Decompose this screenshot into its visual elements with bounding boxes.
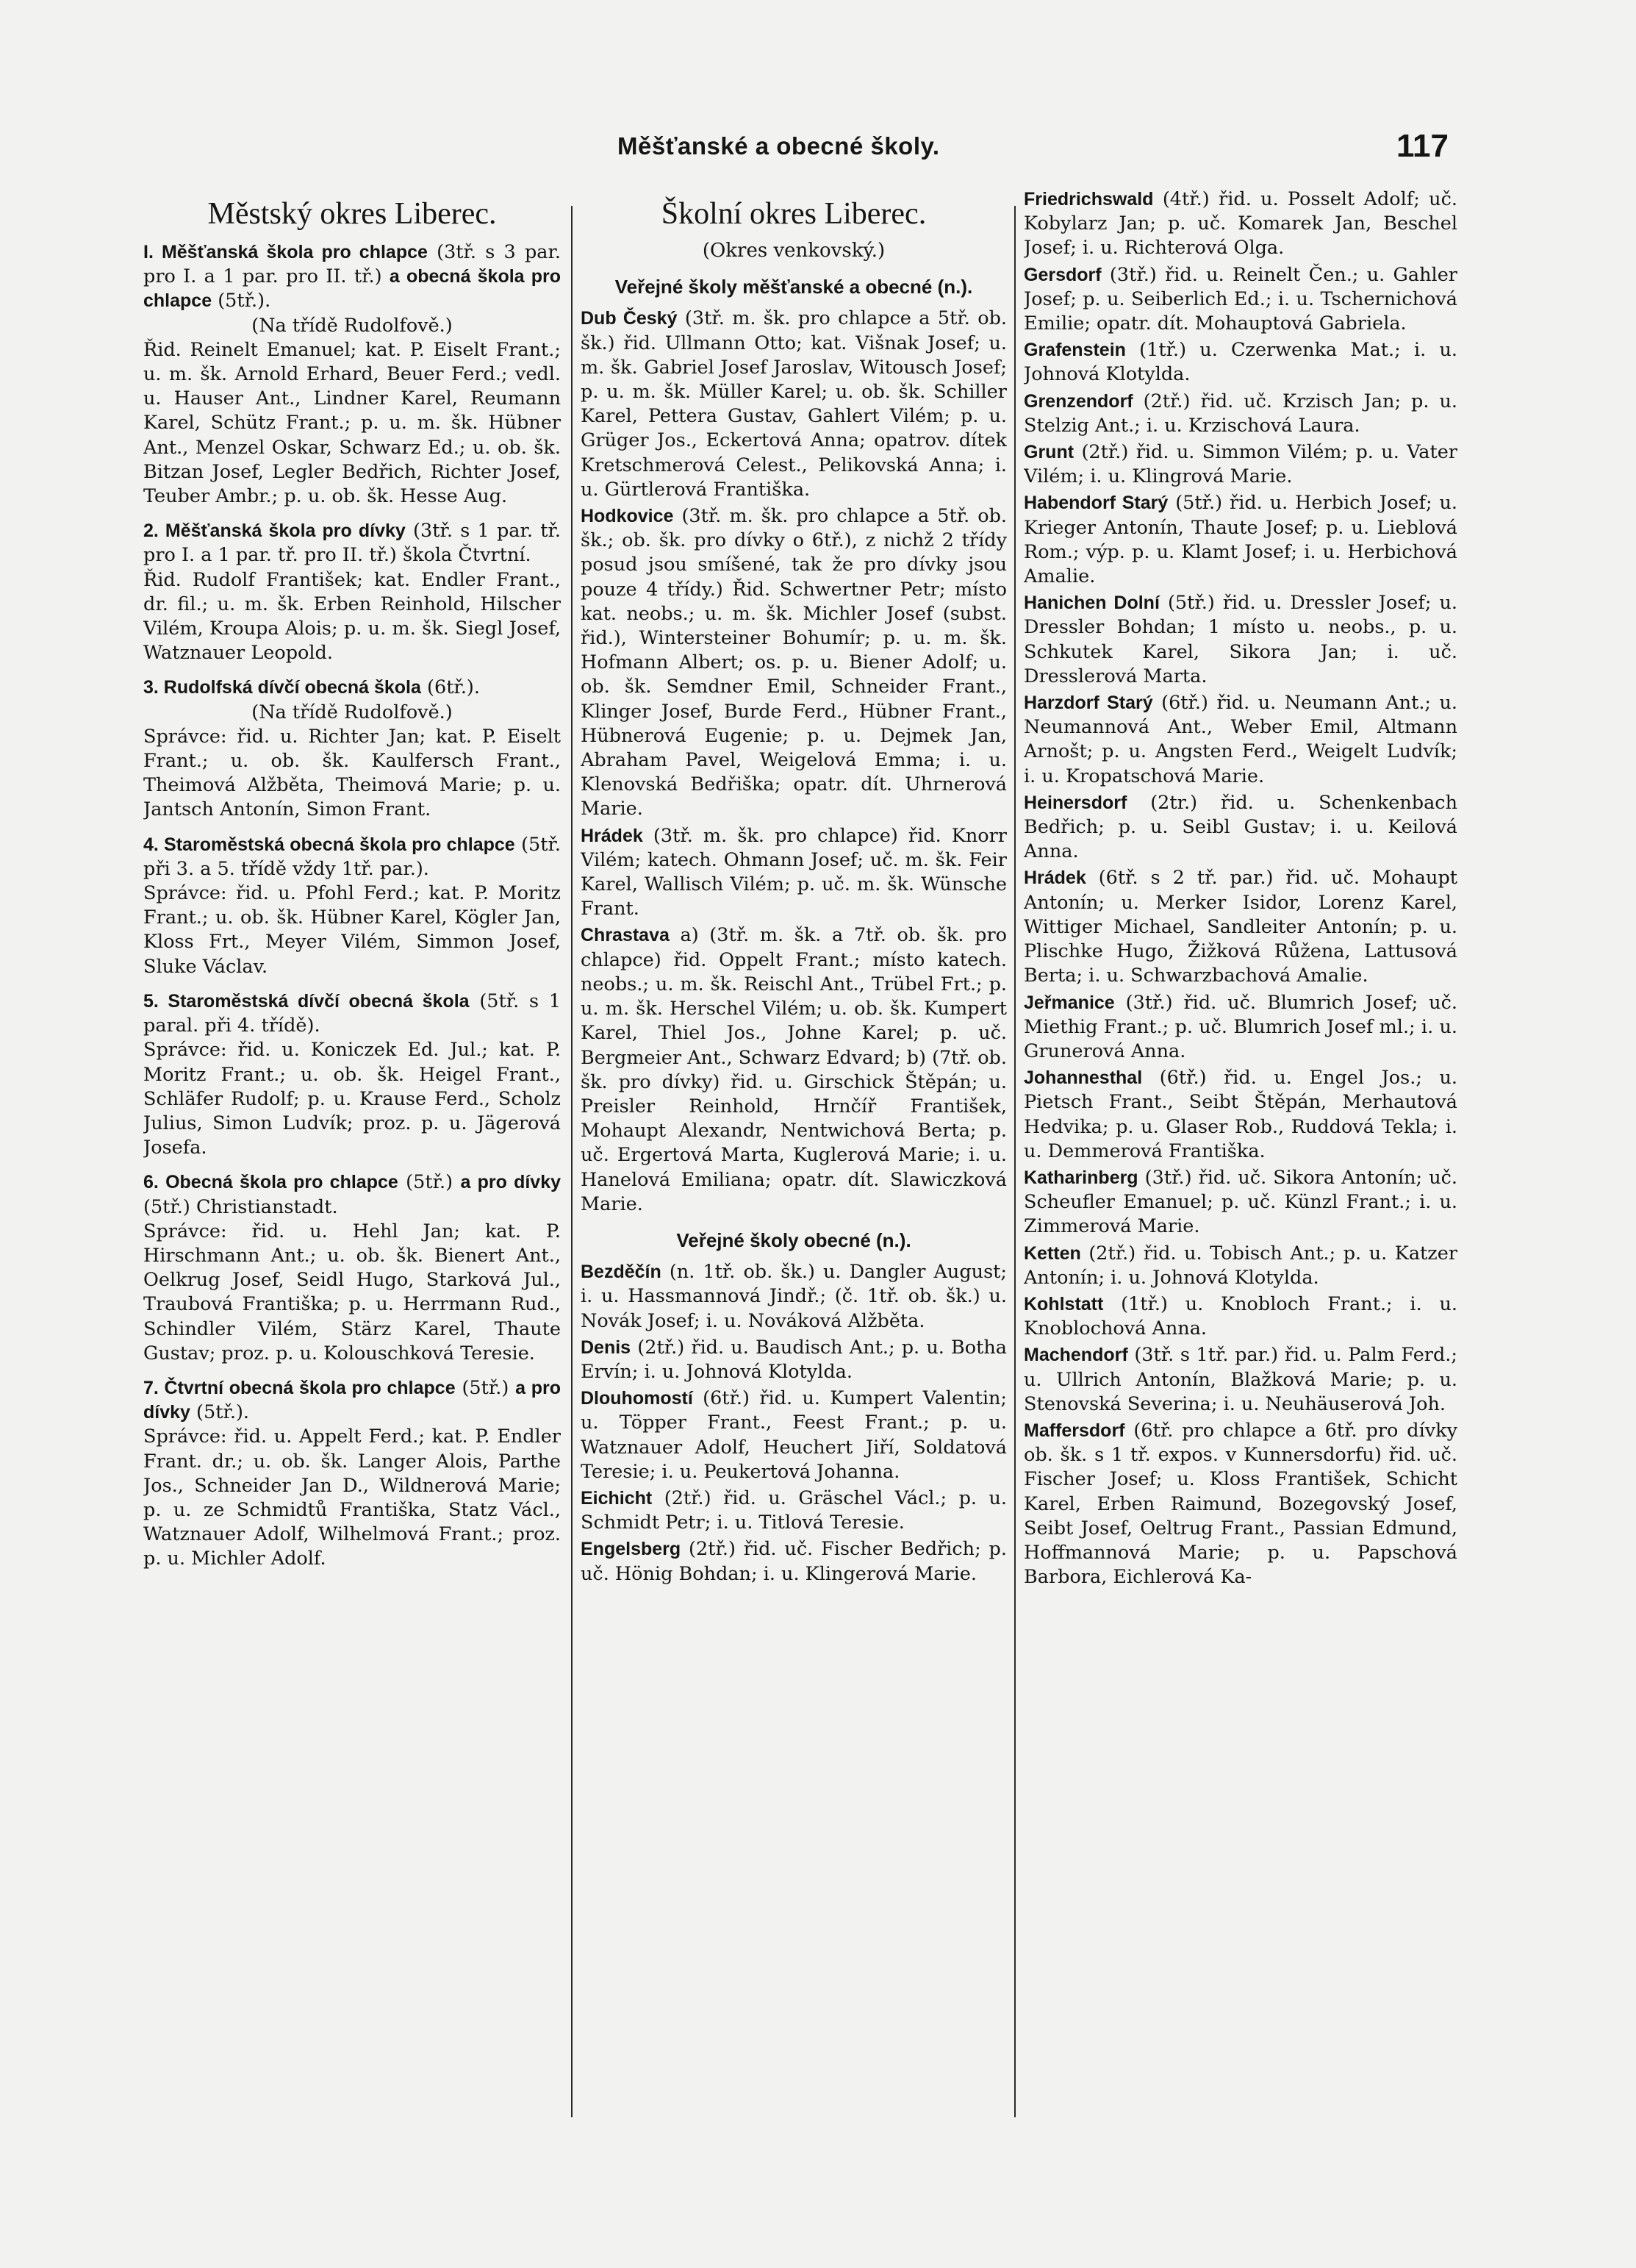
page-number: 117 [1396,128,1449,164]
list-item [1024,187,1457,261]
column-1 [143,187,561,2202]
place-name: Dub Český [581,308,678,329]
section-heading: Veřejné školy měšťanské a obecné (n.). [614,276,973,298]
entry-text: (3tř. m. šk. pro chlapce a 5tř. ob. šk.) řid. Ullmann Otto; kat. Višnak Josef; u. m. šk. Gabriel Josef Jaroslav, Witousch Josef; p. u. m. šk. Müller Karel; u. ob. šk. Schiller Karel, Pettera Gustav, Gahlert Vilém; p. u. Grüger Jos., Eckertová Anna; opatrov. dítek Kretschmerová Celest., Pelikovská Anna; i. u. Gürtlerová Františka. [581,307,1007,501]
school-detail: (5tř.) [462,1376,509,1399]
entry-text: (3tř. m. šk. pro chlapce a 5tř. ob. šk.; ob. šk. pro dívky o 6tř.), z nichž 2 třídy posud jsou smíšené, tak že pro dívky jsou pouze 4 třídy.) Řid. Schwertner Petr; místo kat. neobs.; u. m. šk. Michler Josef (subst. řid.), Wintersteiner Bohumír; p. u. m. šk. Hofmann Albert; os. p. u. Biener Adolf; u. ob. šk. Semdner Emil, Schneider Frant., Klinger Josef, Burde Ferd., Hübner Frant., Hübnerová Eugenie; p. u. Dejmek Jan, Abraham Pavel, Weigelová Emma; i. u. Klenovská Bedřiška; opatr. dít. Uhrnerová Marie. [581,505,1007,820]
entry-text: (6tř. s 2 tř. par.) řid. uč. Mohaupt Antonín; u. Merker Isidor, Lorenz Karel, Wittiger Michael, Sandleiter Antonín; p. u. Plischke Hugo, Žižková Růžena, Lattusová Berta; i. u. Schwarzbachová Amalie. [1024,867,1457,987]
school-title [143,240,561,338]
list-item [1024,1343,1457,1417]
place-name: Friedrichswald [1024,189,1154,210]
column-heading: Městský okres Liberec. [207,197,497,231]
entry-text: (3tř. s 1tř. par.) řid. u. Palm Ferd.; u. Ullrich Antonín, Blažková Marie; p. u. Stenovská Severina; i. u. Neuhäuserová Joh. [1024,1344,1457,1415]
school-note: (Na třídě Rudolfově.) [251,314,453,337]
list-item [1024,991,1457,1065]
school-name: 7. Čtvrtní obecná škola pro chlapce [143,1377,456,1398]
entry-text: (3tř.) řid. uč. Sikora Antonín; uč. Scheufler Emanuel; p. uč. Künzl Frant.; i. u. Zimmerová Marie. [1024,1166,1457,1238]
school-name: 2. Měšťanská škola pro dívky [143,521,406,542]
school-name: 4. Staroměstská obecná škola pro chlapce [143,834,515,855]
school-detail: (5tř. při 3. a 5. třídě vždy 1tř. par.). [143,833,561,880]
list-item [1024,1419,1457,1589]
list-item [1024,1066,1457,1164]
place-name: Katharinberg [1024,1167,1138,1188]
section-heading: Veřejné školy obecné (n.). [676,1228,911,1251]
entry-text: (6tř.) řid. u. Neumann Ant.; u. Neumannová Ant., Weber Emil, Altmann Arnošt; p. u. Angsten Ferd., Weigelt Ludvík; i. u. Kropatschová Marie. [1024,692,1457,787]
entry-text: (1tř.) u. Czerwenka Mat.; i. u. Johnová Klotylda. [1024,339,1457,386]
entry-text: (1tř.) u. Knobloch Frant.; i. u. Knoblochová Anna. [1024,1292,1457,1340]
school-entry [143,1170,561,1366]
place-name: Grafenstein [1024,340,1126,361]
school-entry [143,240,561,509]
entry-text: (4tř.) řid. u. Posselt Adolf; uč. Kobylarz Jan; p. uč. Komarek Jan, Beschel Josef; i. u. Richterová Olga. [1024,188,1457,260]
entry-text: (2tř.) řid. u. Gräschel Václ.; p. u. Schmidt Petr; i. u. Titlová Teresie. [581,1487,1007,1534]
entry-text: (2tř.) řid. u. Simmon Vilém; p. u. Vater Vilém; i. u. Klingrová Marie. [1024,441,1457,488]
list-item [1024,866,1457,988]
school-staff: Správce: řid. u. Hehl Jan; kat. P. Hirschmann Ant.; u. ob. šk. Bienert Ant., Oelkrug Josef, Seidl Hugo, Starková Jul., Traubová Františka; p. u. Herrmann Rud., Schindler Vilém, Stärz Karel, Thaute Gustav; proz. p. u. Kolouschková Teresie. [143,1220,561,1364]
school-name: 5. Staroměstská dívčí obecná škola [143,990,470,1012]
list-item [581,504,1007,822]
school-name: 6. Obecná škola pro chlapce [143,1172,398,1193]
column-heading: Školní okres Liberec. [661,197,927,231]
school-detail: (5tř.) Christianstadt. [143,1195,338,1218]
entry-text: (3tř.) řid. u. Reinelt Čen.; u. Gahler Josef; p. u. Seiberlich Ed.; i. u. Tschernichová Emilie; opatr. dít. Mohauptová Gabriela. [1024,263,1457,335]
school-name: a obecná škola pro chlapce [143,266,561,312]
school-detail: (3tř. s 1 par. tř. pro I. a 1 par. tř. pro II. tř.) škola Čtvrtní. [143,520,561,567]
column-subheading: (Okres venkovský.) [702,240,886,262]
entry-text: (5tř.) řid. u. Herbich Josef; u. Krieger Antonín, Thaute Josef; p. u. Lieblová Rom.; výp. p. u. Klamt Josef; i. u. Herbichová Amalie. [1024,492,1457,588]
entry-text: (5tř.) řid. u. Dressler Josef; u. Dressler Bohdan; 1 místo u. neobs., p. u. Schkutek Karel, Sikora Jan; i. uč. Dresslerová Marta. [1024,592,1457,687]
school-entry [143,1376,561,1572]
list-item [581,824,1007,922]
page-header [0,128,1636,176]
school-title [143,833,561,881]
school-entry [143,676,561,822]
school-staff: Řid. Rudolf František; kat. Endler Frant., dr. fil.; u. m. šk. Erben Reinhold, Hilscher Vilém, Kroupa Alois; p. u. m. šk. Siegl Josef, Watznauer Leopold. [143,568,561,665]
column-3 [1024,187,1457,2202]
school-entry [143,990,561,1160]
place-name: Habendorf Starý [1024,493,1169,514]
school-staff: Správce: řid. u. Richter Jan; kat. P. Eiselt Frant.; u. ob. šk. Kaulfersch Frant., Theimová Alžběta, Theimová Marie; p. u. Jantsch Antonín, Simon Frant. [143,725,561,821]
entry-text: (2tř.) řid. u. Baudisch Ant.; p. u. Botha Ervín; i. u. Johnová Klotylda. [581,1336,1007,1383]
list-item [1024,440,1457,489]
list-item [1024,491,1457,589]
list-item [1024,1292,1457,1341]
place-name: Machendorf [1024,1345,1128,1366]
place-name: Chrastava [581,925,670,946]
list-item [581,923,1007,1216]
school-staff: Správce: řid. u. Appelt Ferd.; kat. P. Endler Frant. dr.; u. ob. šk. Langer Alois, Parthe Jos., Schneider Jan D., Wildnerová Marie; p. u. ze Schmidtů Františka, Statz Václ., Watznauer Adolf, Wilhelmová Frant.; proz. p. u. Michler Adolf. [143,1425,561,1570]
place-name: Maffersdorf [1024,1420,1125,1441]
place-name: Dlouhomostí [581,1388,693,1409]
entry-text: (3tř.) řid. uč. Blumrich Josef; uč. Miethig Frant.; p. uč. Blumrich Josef ml.; i. u. Grunerová Anna. [1024,991,1457,1062]
school-detail: (5tř.) [406,1171,453,1194]
column-divider [571,206,573,2117]
school-detail: (6tř.). [427,676,480,699]
list-item [1024,263,1457,337]
entry-text: (3tř. m. šk. pro chlapce) řid. Knorr Vilém; katech. Ohmann Josef; uč. m. šk. Feir Karel, Wallisch Vilém; p. uč. m. šk. Wünsche Frant. [581,824,1007,920]
school-detail: (5tř. s 1 paral. při 4. třídě). [143,990,561,1037]
school-name: a pro dívky [460,1172,561,1193]
place-name: Denis [581,1337,631,1358]
school-name: 3. Rudolfská dívčí obecná škola [143,677,421,698]
place-name: Grunt [1024,442,1074,463]
entry-text: (2tr.) řid. u. Schenkenbach Bedřich; p. u. Seibl Gustav; i. u. Keilová Anna. [1024,791,1457,863]
place-name: Gersdorf [1024,264,1102,285]
place-name: Johannesthal [1024,1067,1143,1089]
school-detail: (5tř.). [196,1401,250,1424]
list-item [1024,591,1457,689]
school-title [143,1170,561,1219]
list-item [1024,1166,1457,1239]
school-detail: (5tř.). [218,290,271,312]
running-title: Měšťanské a obecné školy. [617,132,940,160]
school-detail: (3tř. s 3 par. pro I. a 1 par. pro II. tř.) [143,241,561,288]
list-item [1024,1242,1457,1290]
place-name: Grenzendorf [1024,390,1133,412]
list-item [581,1487,1007,1535]
list-item [581,1336,1007,1384]
place-name: Ketten [1024,1242,1081,1264]
school-title [143,990,561,1038]
list-item [1024,791,1457,865]
list-item [581,1387,1007,1484]
place-name: Kohlstatt [1024,1293,1104,1314]
school-title [143,676,561,724]
entry-text: (6tř. pro chlapce a 6tř. pro dívky ob. šk. s 1 tř. expos. v Kunnersdorfu) řid. uč. Fischer Josef; u. Kloss František, Schicht Karel, Erben Raimund, Bozegovský Josef, Seibt Josef, Oeltrug Frant., Passian Edmund, Hoffmannová Marie; p. u. Papschová Barbora, Eichlerová Ka- [1024,1419,1457,1589]
place-name: Jeřmanice [1024,992,1115,1013]
place-name: Engelsberg [581,1539,681,1560]
school-staff: Správce: řid. u. Pfohl Ferd.; kat. P. Moritz Frant.; u. ob. šk. Hübner Karel, Kögler Jan, Kloss Frt., Meyer Vilém, Simmon Josef, Sluke Václav. [143,882,561,978]
column-2 [581,187,1007,2202]
column-divider [1014,206,1016,2117]
list-item [581,1537,1007,1586]
entry-text: (6tř.) řid. u. Kumpert Valentin; u. Töpper Frant., Feest Frant.; p. u. Watznauer Adolf, Heuchert Jiří, Soldatová Teresie; i. u. Peukertová Johanna. [581,1387,1007,1483]
school-entry [143,519,561,665]
place-name: Hrádek [581,825,643,846]
list-item [1024,338,1457,387]
entry-text: (2tř.) řid. u. Tobisch Ant.; p. u. Katzer Antonín; i. u. Johnová Klotylda. [1024,1242,1457,1289]
list-item [581,307,1007,502]
school-name: a pro dívky [143,1377,561,1423]
place-name: Bezděčín [581,1262,661,1283]
school-entry [143,833,561,979]
entry-text: (n. 1tř. ob. šk.) u. Dangler August; i. u. Hassmannová Jindř.; (č. 1tř. ob. šk.) u. Novák Josef; i. u. Nováková Alžběta. [581,1261,1007,1332]
entry-text: (2tř.) řid. uč. Krzisch Jan; p. u. Stelzig Ant.; i. u. Krzischová Laura. [1024,390,1457,437]
school-staff: Správce: řid. u. Koniczek Ed. Jul.; kat. P. Moritz Frant.; u. ob. šk. Heigel Frant., Schläfer Rudolf; p. u. Krause Ferd., Scholz Julius, Simon Ludvík; proz. p. u. Jägerová Josefa. [143,1039,561,1159]
place-name: Eichicht [581,1487,653,1509]
list-item [1024,390,1457,438]
school-staff: Řid. Reinelt Emanuel; kat. P. Eiselt Frant.; u. m. šk. Arnold Erhard, Beuer Ferd.; vedl. u. Hauser Ant., Lindner Karel, Reumann Karel, Schütz Frant.; p. u. m. šk. Hübner Ant., Menzel Oskar, Schwarz Ed.; u. ob. šk. Bitzan Josef, Legler Bedřich, Richter Josef, Teuber Ambr.; p. u. ob. šk. Hesse Aug. [143,338,561,508]
school-note: (Na třídě Rudolfově.) [251,701,453,723]
place-name: Hrádek [1024,868,1086,889]
place-name: Heinersdorf [1024,792,1127,813]
entry-text: a) (3tř. m. šk. a 7tř. ob. šk. pro chlapce) řid. Oppelt Frant.; místo katech. neobs.; u. m. šk. Reischl Ant., Trübel Frt.; p. u. m. šk. Herschel Vilém; u. ob. šk. Kumpert Karel, Thiel Jos., Johne Karel; p. uč. Bergmeier Ant., Schwarz Edvard; b) (7tř. ob. šk. pro dívky) řid. u. Girschick Štěpán; u. Preisler Reinhold, Hrnčíř František, Mohaupt Alexandr, Nentwichová Berta; p. uč. Ergertová Marta, Kuglerová Marie; i. u. Hanelová Emiliana; opatr. dít. Slawiczková Marie. [581,924,1007,1215]
list-item [581,1260,1007,1334]
place-name: Hanichen Dolní [1024,593,1160,614]
school-title [143,519,561,568]
school-name: I. Měšťanská škola pro chlapce [143,242,428,262]
place-name: Hodkovice [581,506,674,527]
entry-text: (2tř.) řid. uč. Fischer Bedřich; p. uč. Hönig Bohdan; i. u. Klingerová Marie. [581,1538,1007,1585]
place-name: Harzdorf Starý [1024,693,1153,714]
entry-text: (6tř.) řid. u. Engel Jos.; u. Pietsch Frant., Seibt Štěpán, Merhautová Hedvika; p. u. Glaser Rob., Ruddová Tekla; i. u. Demmerová Františka. [1024,1067,1457,1162]
list-item [1024,691,1457,789]
school-title [143,1376,561,1425]
